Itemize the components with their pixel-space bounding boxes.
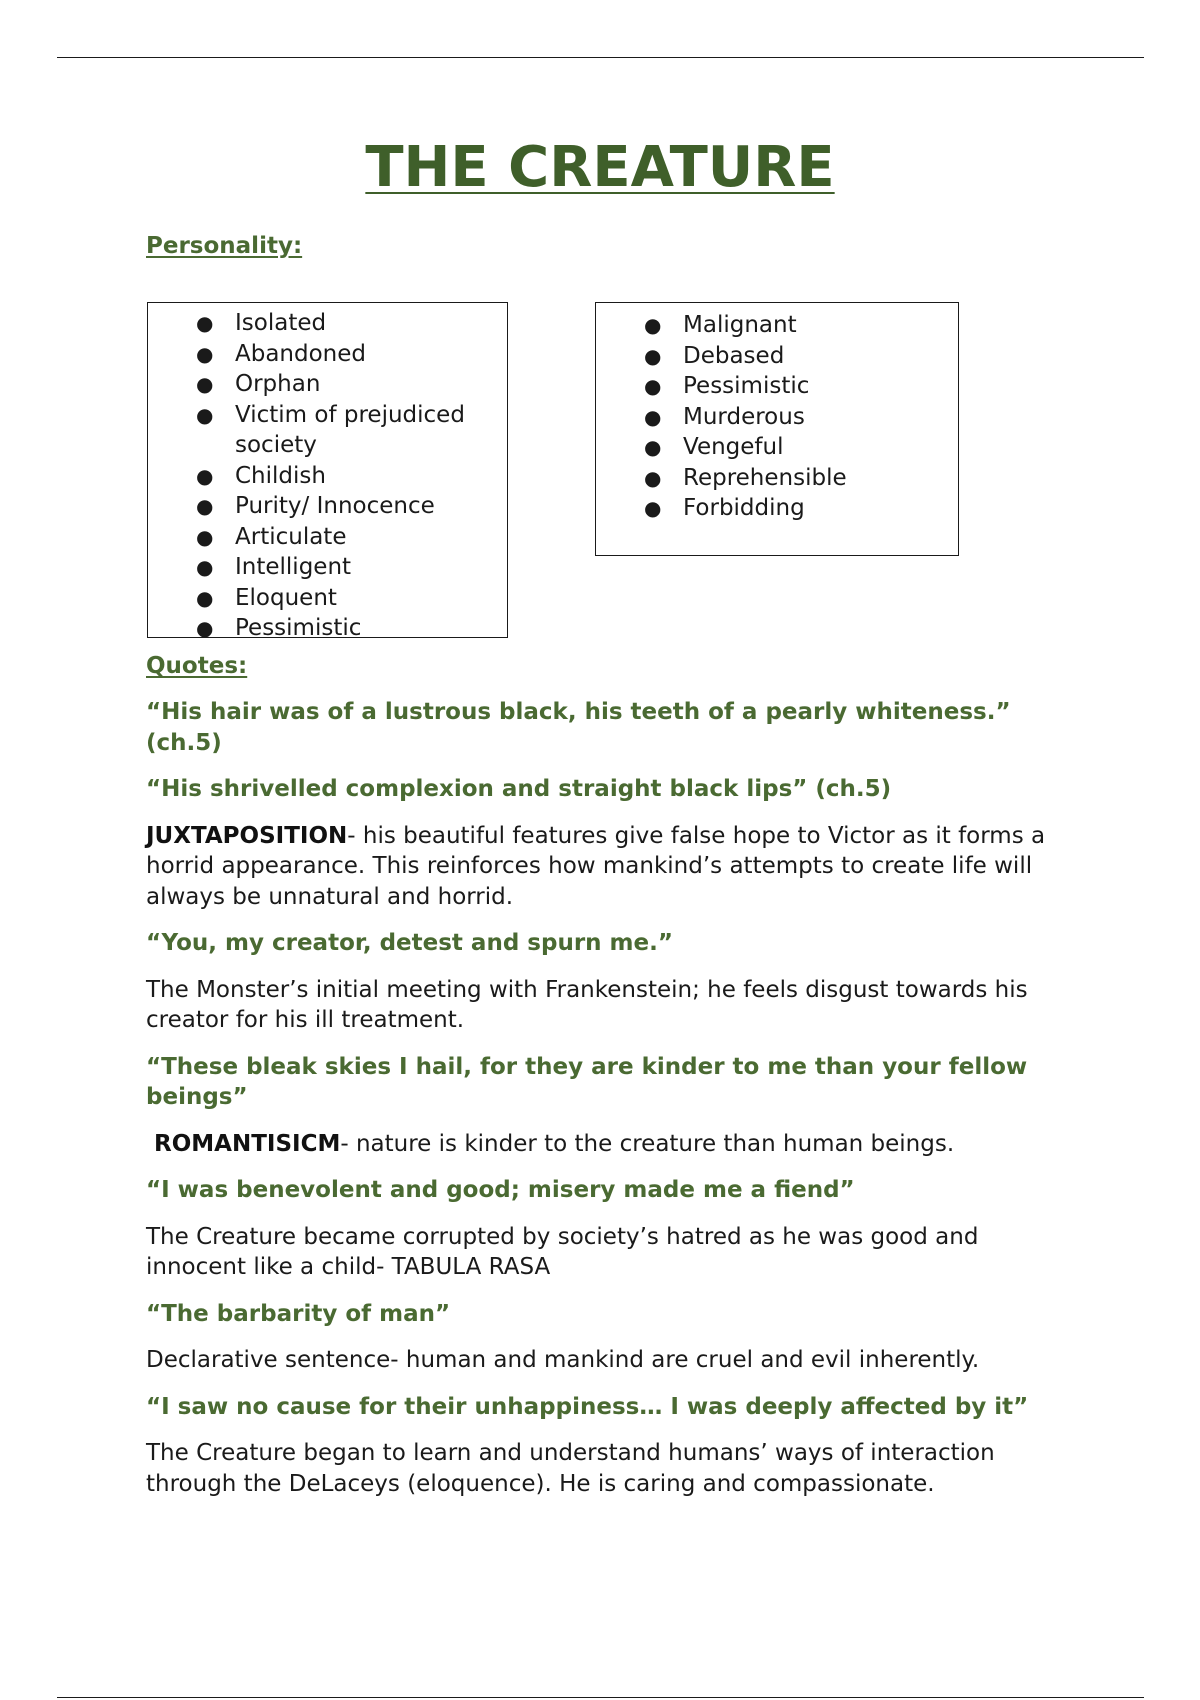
list-item: ● Eloquent — [148, 583, 507, 614]
bullet-icon: ● — [644, 343, 662, 368]
bullet-icon: ● — [196, 524, 214, 549]
bullet-icon: ● — [644, 496, 662, 520]
quotes-section — [146, 697, 1066, 1515]
list-item: ● Orphan — [148, 369, 507, 400]
bullet-icon: ● — [644, 404, 662, 429]
bullet-icon: ● — [196, 372, 214, 396]
quote: “These bleak skies I hail, for they are kinder to me than your fellow beings” — [146, 1053, 1028, 1110]
traits-box-left — [147, 302, 508, 638]
traits-list-right — [596, 303, 958, 524]
literary-term: JUXTAPOSITION — [146, 822, 348, 849]
list-item: ● Childish — [148, 461, 507, 492]
bullet-icon: ● — [644, 465, 662, 490]
bullet-icon: ● — [196, 341, 214, 366]
list-item: ● Articulate — [148, 522, 507, 553]
analysis-note: The Creature became corrupted by society’s hatred as he was good and innocent like a child- TABULA RASA — [146, 1223, 979, 1280]
list-item: ● Pessimistic — [596, 371, 958, 402]
quote: “His hair was of a lustrous black, his teeth of a pearly whiteness.” (ch.5) — [146, 699, 1011, 756]
list-item: ● Pessimistic — [148, 613, 507, 638]
analysis-note: JUXTAPOSITION- his beautiful features give false hope to Victor as it forms a horrid appearance. This reinforces how mankind’s attempts to create life will always be unnatural and horrid. — [146, 822, 1046, 910]
list-item: ● Intelligent — [148, 552, 507, 583]
list-item: ● Murderous — [596, 402, 958, 433]
quotes-heading: Quotes: — [146, 653, 248, 679]
bullet-icon: ● — [196, 311, 214, 335]
list-item: ● Debased — [596, 341, 958, 372]
analysis-note: The Monster’s initial meeting with Frankenstein; he feels disgust towards his creator for his ill treatment. — [146, 976, 1028, 1033]
list-item: ● Purity/ Innocence — [148, 491, 507, 522]
bullet-icon: ● — [196, 585, 214, 610]
personality-heading: Personality: — [146, 233, 303, 259]
bullet-icon: ● — [196, 616, 214, 638]
quote: “The barbarity of man” — [146, 1300, 451, 1327]
quote: “His shrivelled complexion and straight black lips” (ch.5) — [146, 776, 892, 802]
literary-term: ROMANTISICM — [154, 1130, 341, 1157]
traits-box-right — [595, 302, 959, 556]
bullet-icon: ● — [644, 435, 662, 459]
list-item: ● Isolated — [148, 308, 507, 339]
bullet-icon: ● — [196, 402, 214, 427]
top-rule — [57, 57, 1144, 58]
quote: “I was benevolent and good; misery made me a fiend” — [146, 1177, 855, 1203]
analysis-note: ROMANTISICM- nature is kinder to the creature than human beings. — [154, 1130, 955, 1157]
traits-list-left — [148, 303, 507, 638]
page-title: THE CREATURE — [365, 135, 835, 200]
quote: “You, my creator, detest and spurn me.” — [146, 930, 673, 956]
list-item: ● Vengeful — [596, 432, 958, 463]
analysis-note: Declarative sentence- human and mankind are cruel and evil inherently. — [146, 1347, 980, 1373]
list-item: ● Victim of prejudiced society — [196, 401, 465, 458]
bullet-icon: ● — [196, 555, 214, 579]
quote: “I saw no cause for their unhappiness… I was deeply affected by it” — [146, 1393, 1029, 1420]
bullet-icon: ● — [196, 494, 214, 518]
list-item: ● Abandoned — [148, 339, 507, 370]
list-item: ● Forbidding — [596, 493, 958, 524]
bullet-icon: ● — [644, 313, 662, 337]
list-item: ● Malignant — [596, 310, 958, 341]
analysis-note: The Creature began to learn and understand humans’ ways of interaction through the DeLaceys (eloquence). He is caring and compassionate. — [146, 1440, 995, 1497]
list-item: ● Reprehensible — [596, 463, 958, 494]
bottom-rule — [57, 1697, 1144, 1698]
bullet-icon: ● — [644, 374, 662, 398]
bullet-icon: ● — [196, 463, 214, 488]
